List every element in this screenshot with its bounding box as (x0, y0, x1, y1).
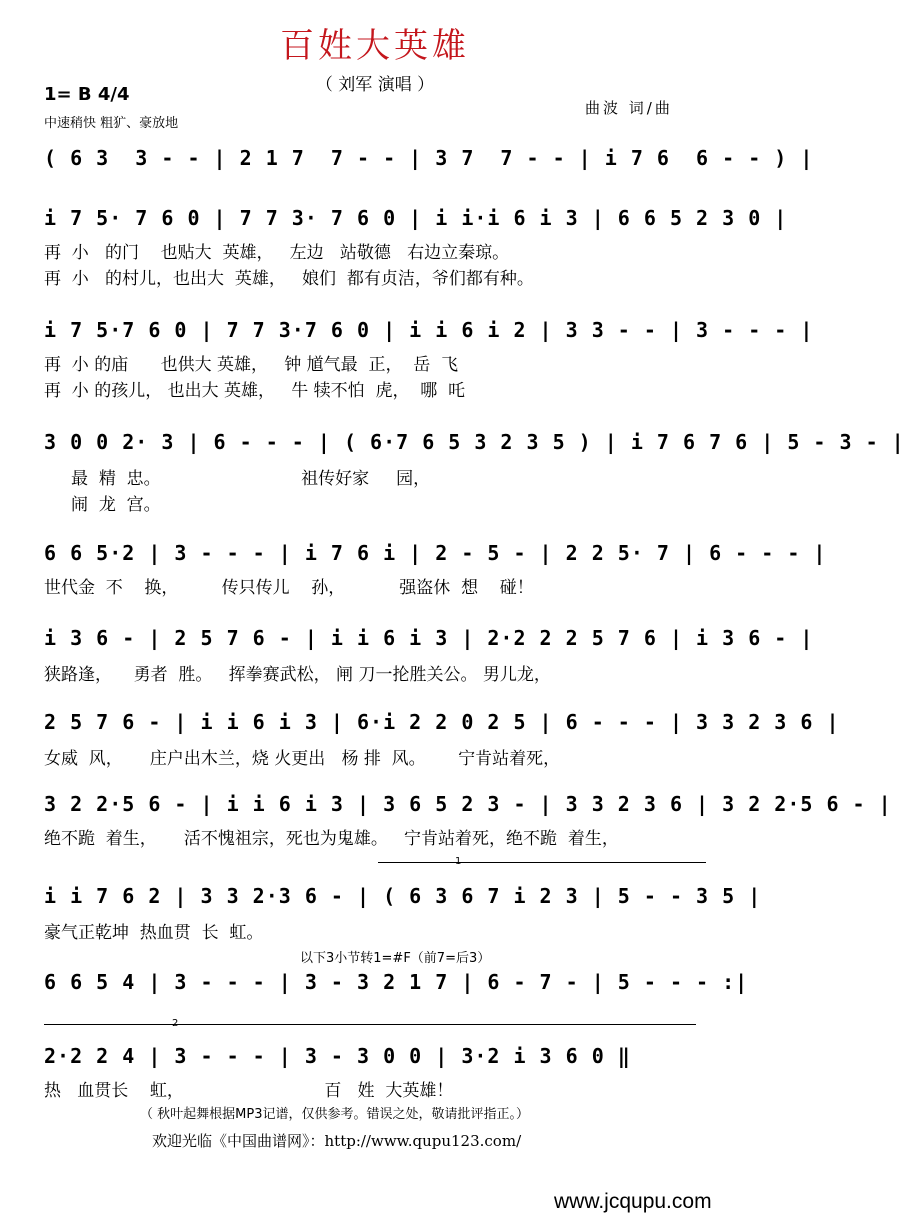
notation-line: 6 6 5 4 | 3 - - - | 3 - 3 2 1 7 | 6 - 7 - | 5 - - - :| (44, 970, 749, 994)
volta-bracket-1 (378, 862, 706, 863)
lyric-line: 最 精 忠。 祖传好家 园， (44, 469, 431, 489)
lyric-line: 再 小 的门 也贴大 英雄， 左边 站敬德 右边立秦琼。 (44, 243, 510, 263)
site-watermark: www.jcqupu.com (554, 1190, 712, 1213)
lyric-line: 再 小 的庙 也供大 英雄， 钟 馗气最 正， 岳 飞 (44, 355, 459, 375)
lyric-line: 绝不跪 着生， 活不愧祖宗，死也为鬼雄。 宁肯站着死，绝不跪 着生， (44, 829, 619, 849)
welcome-line: 欢迎光临《中国曲谱网》：http://www.qupu123.com/ (152, 1132, 522, 1150)
lyric-line: 热 血贯长 虹， 百 姓 大英雄！ (44, 1081, 454, 1101)
lyric-line: 世代金 不 换， 传只传儿 孙， 强盗休 想 碰！ (44, 578, 534, 598)
notation-line: 2 5 7 6 - | i i 6 i 3 | 6·i 2 2 0 2 5 | 6 - - - | 3 3 2 3 6 | (44, 710, 840, 734)
volta-bracket-2 (44, 1024, 696, 1025)
volta-number: 1 (455, 856, 462, 867)
lyric-line: 狭路逢， 勇者 胜。 挥拳赛武松， 闸 刀一抡胜关公。 男儿龙， (44, 665, 551, 685)
notation-line: i 7 5·7 6 0 | 7 7 3·7 6 0 | i i 6 i 2 | 3 3 - - | 3 - - - | (44, 318, 814, 342)
composer-credit: 曲波 词/曲 (585, 99, 673, 117)
song-title: 百姓大英雄 (280, 26, 470, 66)
modulation-note: 以下3小节转1=#F（前7=后3） (300, 951, 491, 966)
notation-line: 6 6 5·2 | 3 - - - | i 7 6 i | 2 - 5 - | 2 2 5· 7 | 6 - - - | (44, 541, 827, 565)
lyric-line: 女威 风， 庄户出木兰，烧 火更出 杨 排 风。 宁肯站着死， (44, 749, 561, 769)
notation-line: i i 7 6 2 | 3 3 2·3 6 - | ( 6 3 6 7 i 2 3 | 5 - - 3 5 | (44, 884, 762, 908)
notation-line: i 7 5· 7 6 0 | 7 7 3· 7 6 0 | i i·i 6 i 3 | 6 6 5 2 3 0 | (44, 206, 788, 230)
notation-line: i 3 6 - | 2 5 7 6 - | i i 6 i 3 | 2·2 2 2 5 7 6 | i 3 6 - | (44, 626, 814, 650)
lyric-line: 再 小 的孩儿， 也出大 英雄， 牛 犊不怕 虎， 哪 吒 (44, 381, 466, 401)
lyric-line: 豪气正乾坤 热血贯 长 虹。 (44, 923, 264, 943)
tempo-marking: 中速稍快 粗犷、豪放地 (44, 116, 179, 131)
notation-line: ( 6 3 3 - - | 2 1 7 7 - - | 3 7 7 - - | i 7 6 6 - - ) | (44, 146, 814, 170)
singer-credit: （ 刘军 演唱 ） (315, 75, 435, 95)
notation-line: 3 2 2·5 6 - | i i 6 i 3 | 3 6 5 2 3 - | 3 3 2 3 6 | 3 2 2·5 6 - | (44, 792, 892, 816)
volta-number: 2 (172, 1018, 179, 1029)
key-signature: 1= B 4/4 (44, 84, 130, 105)
notation-line: 2·2 2 4 | 3 - - - | 3 - 3 0 0 | 3·2 i 3 6 0 ‖ (44, 1044, 631, 1068)
lyric-line: 闹 龙 宫。 (44, 495, 161, 515)
notation-line: 3 0 0 2· 3 | 6 - - - | ( 6·7 6 5 3 2 3 5 ) | i 7 6 7 6 | 5 - 3 - | (44, 430, 905, 454)
transcription-note: （ 秋叶起舞根据MP3记谱，仅供参考。错误之处，敬请批评指正。） (140, 1107, 529, 1122)
lyric-line: 再 小 的村儿，也出大 英雄， 娘们 都有贞洁，爷们都有种。 (44, 269, 534, 289)
